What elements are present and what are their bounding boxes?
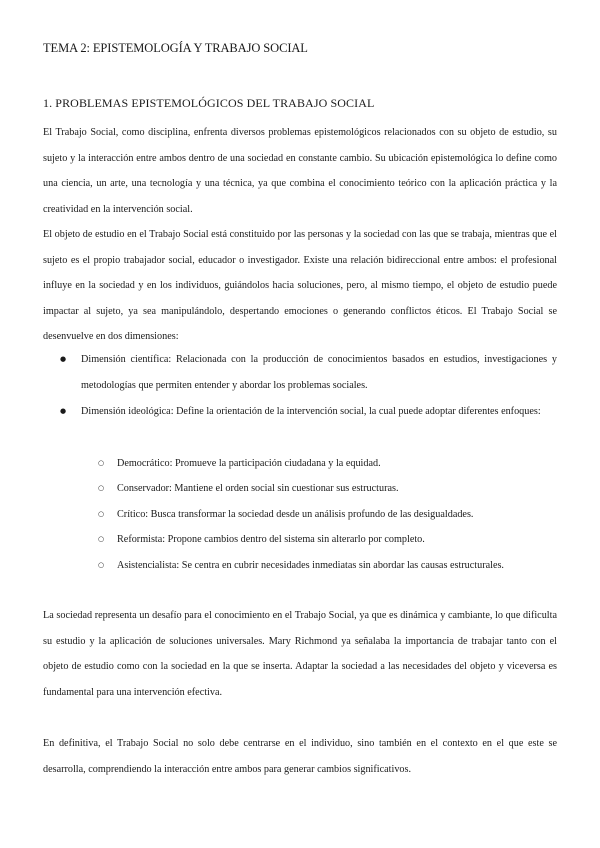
document-title: TEMA 2: EPISTEMOLOGÍA Y TRABAJO SOCIAL — [43, 41, 308, 55]
sub-bullet-critical: ○ Crítico: Busca transformar la sociedad desde un análisis profundo de las desigualdades. — [117, 502, 473, 528]
paragraph-intro: El Trabajo Social, como disciplina, enfrenta diversos problemas epistemológicos relacionados con su objeto de estudio, su sujeto y la interacción entre ambos dentro de una sociedad en constante cambio. Su ubicación epistemológica lo define como una ciencia, un arte, una tecnología y una técnica, ya que combina el conocimiento teórico con la aplicación práctica y la creatividad en la intervención social. — [43, 127, 557, 215]
bullet-scientific-dimension: ● Dimensión científica: Relacionada con la producción de conocimientos basados en estudios, investigaciones y metodologías que permiten entender y abordar los problemas sociales. — [81, 347, 557, 398]
section-heading: 1. PROBLEMAS EPISTEMOLÓGICOS DEL TRABAJO SOCIAL — [43, 96, 375, 110]
sub-bullet-conservative: ○ Conservador: Mantiene el orden social sin cuestionar sus estructuras. — [117, 476, 399, 502]
bullet-ideological-dimension: ● Dimensión ideológica: Define la orientación de la intervención social, la cual puede adoptar diferentes enfoques: — [81, 399, 557, 425]
sub-bullet-democratic: ○ Democrático: Promueve la participación ciudadana y la equidad. — [117, 451, 381, 477]
paragraph-object-subject: El objeto de estudio en el Trabajo Social está constituido por las personas y la sociedad con las que se trabaja, mientras que el sujeto es el propio trabajador social, educador o investigador. Existe una relación bidireccional entre ambos: el profesional influye en la sociedad y en los individuos, guiándolos hacia soluciones, pero, al mismo tiempo, el objeto de estudio puede impactar al sujeto, ya sea manipulándolo, despertando emociones o generando conflictos éticos. El Trabajo Social se desenvuelve en dos dimensiones: — [43, 229, 557, 342]
sub-bullet-assistentialist: ○ Asistencialista: Se centra en cubrir necesidades inmediatas sin abordar las causas estructurales. — [117, 553, 504, 579]
paragraph-society-challenge: La sociedad representa un desafío para el conocimiento en el Trabajo Social, ya que es dinámica y cambiante, lo que dificulta su estudio y la aplicación de soluciones universales. Mary Richmond ya señalaba la importancia de trabajar tanto con el objeto de estudio como con la sociedad en la que se inserta. Adaptar la sociedad a las necesidades del objeto y viceversa es fundamental para una intervención efectiva. — [43, 610, 557, 698]
paragraph-conclusion: En definitiva, el Trabajo Social no solo debe centrarse en el individuo, sino también en el contexto en el que este se desarrolla, comprendiendo la interacción entre ambos para generar cambios significativos. — [43, 738, 557, 775]
sub-bullet-reformist: ○ Reformista: Propone cambios dentro del sistema sin alterarlo por completo. — [117, 527, 425, 553]
